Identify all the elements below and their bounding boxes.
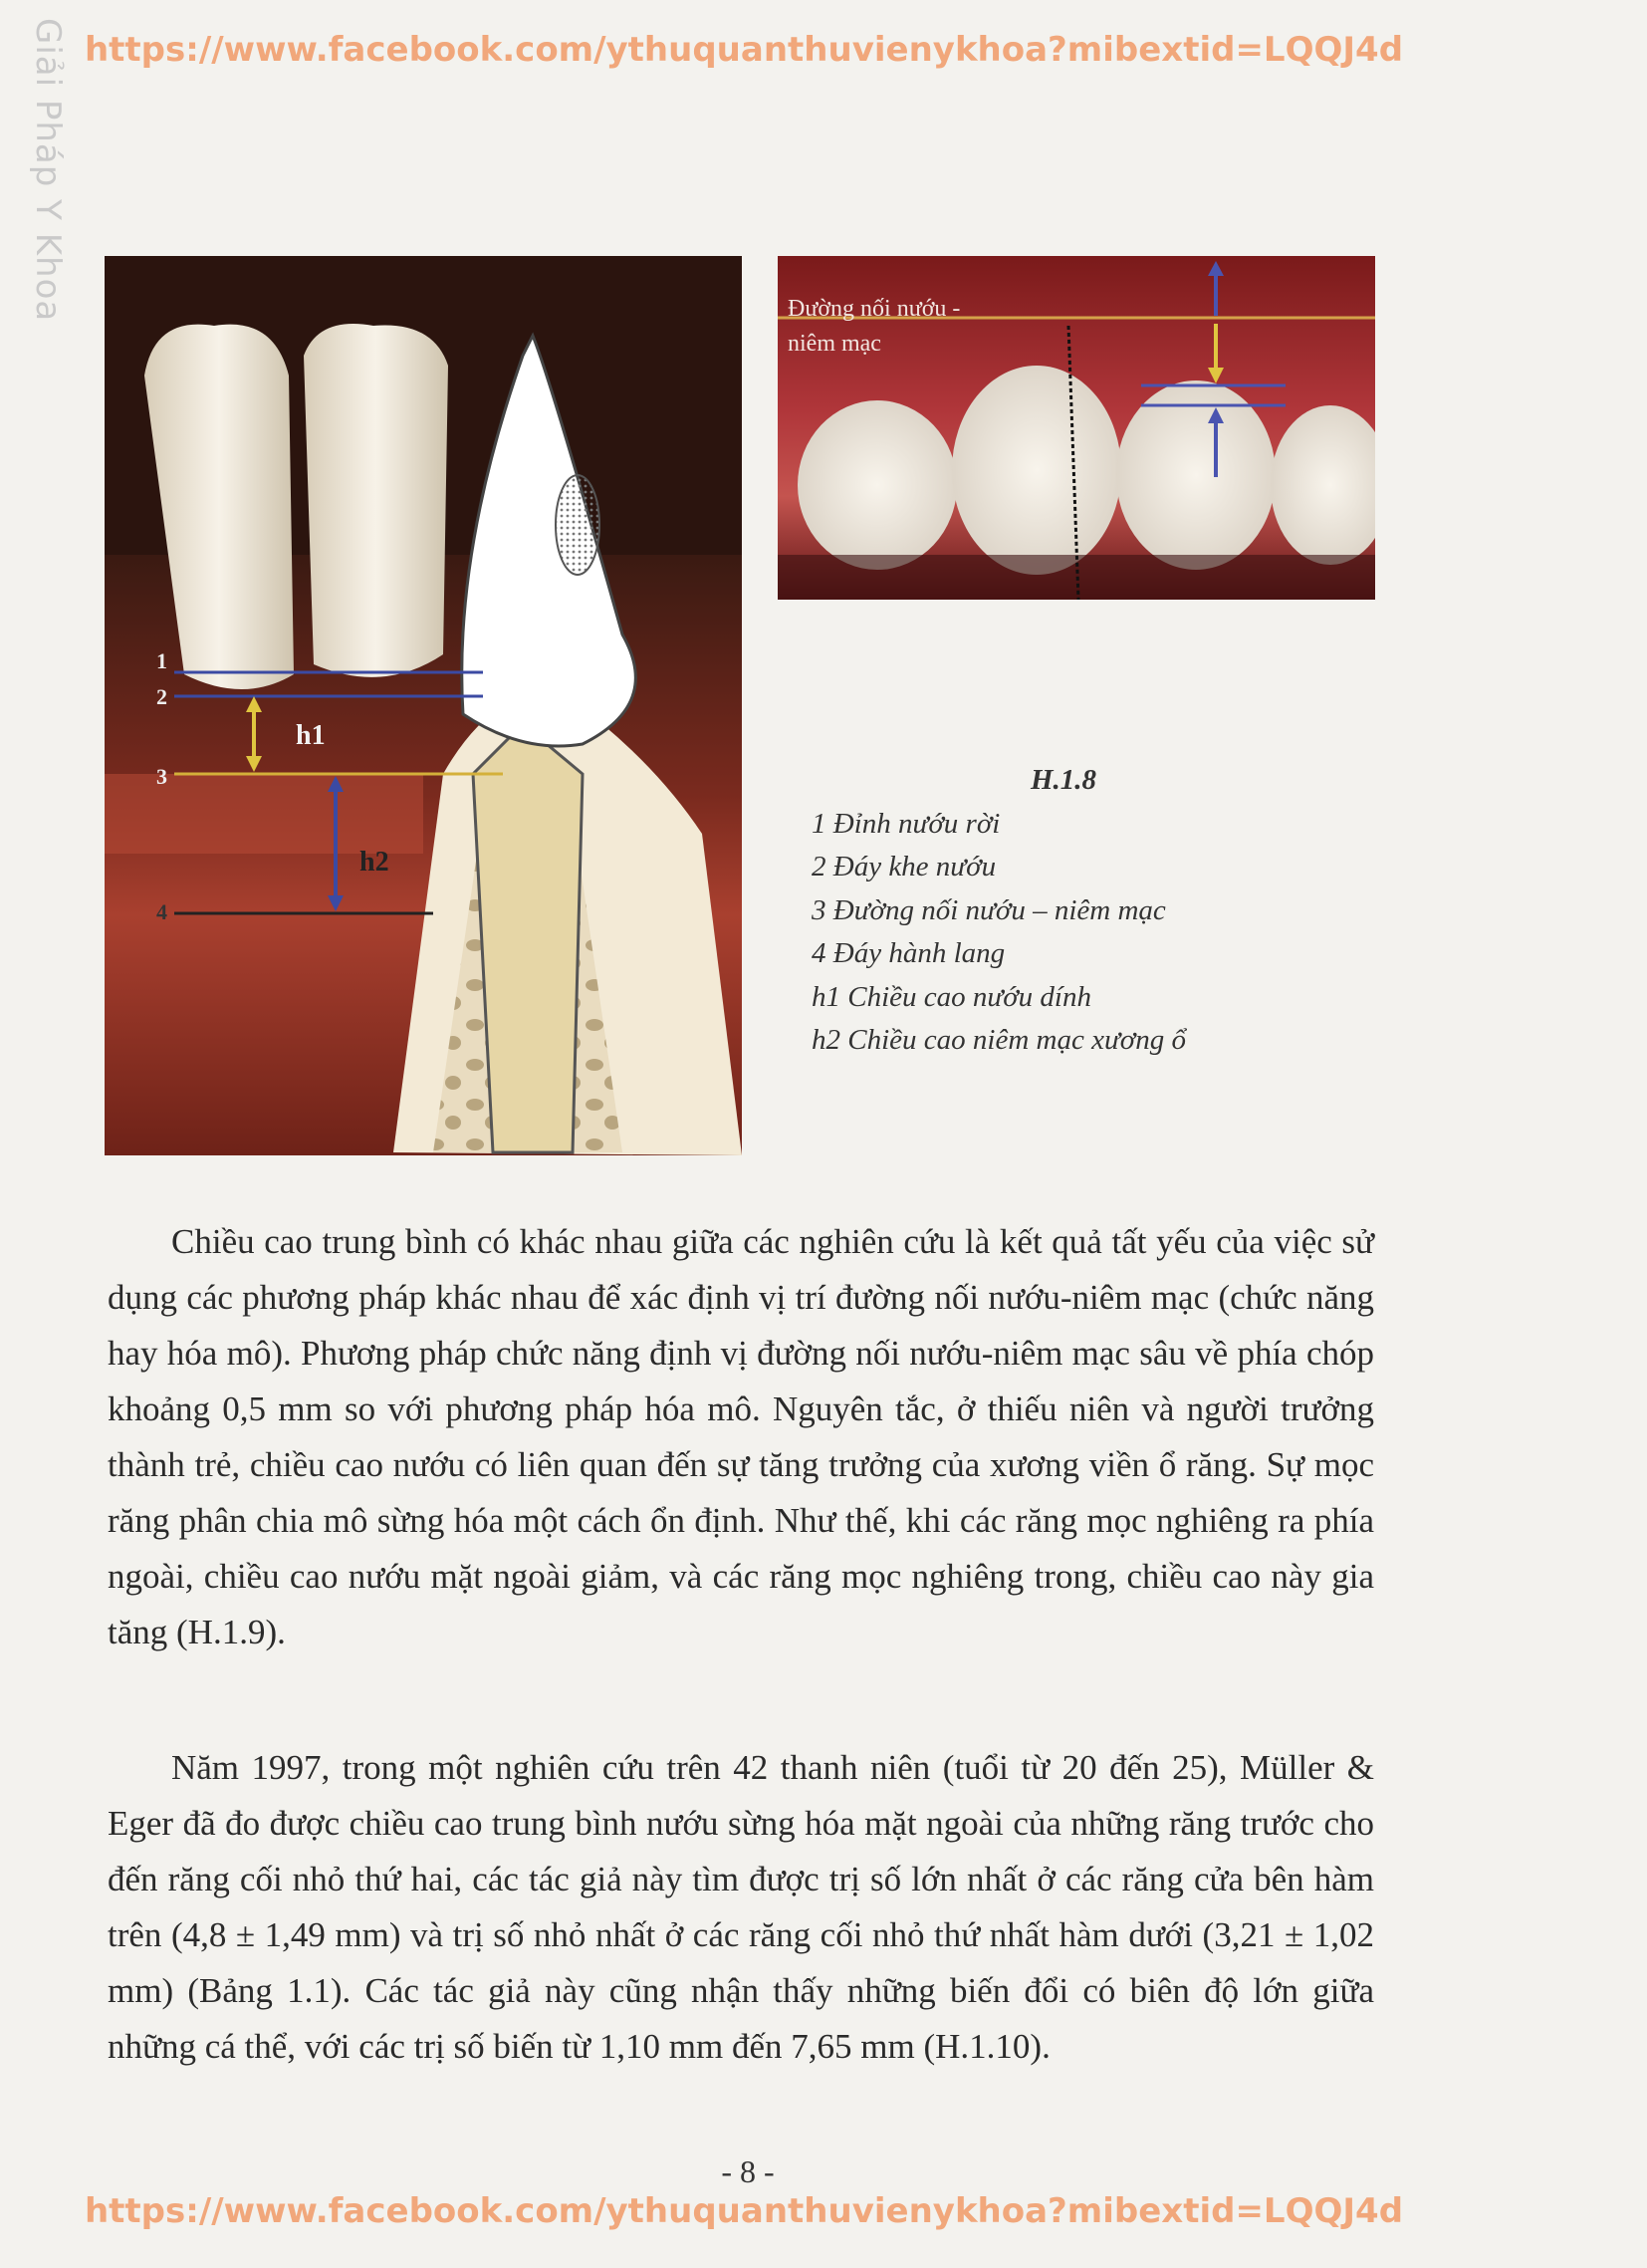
top-facebook-link[interactable]: https://www.facebook.com/ythuquanthuvienykhoa?mibextid=LQQJ4d — [84, 30, 1404, 70]
label-h2: h2 — [359, 847, 389, 878]
label-4: 4 — [156, 899, 167, 924]
clinical-photo-figure — [778, 256, 1375, 600]
photo-label-line1: Đường nối nướu - — [788, 296, 961, 322]
caption-item: 1 Đỉnh nướu rời — [812, 807, 1001, 840]
photo-label-line2: niêm mạc — [788, 331, 881, 357]
bottom-facebook-link[interactable]: https://www.facebook.com/ythuquanthuvienykhoa?mibextid=LQQJ4d — [84, 2191, 1404, 2231]
label-1: 1 — [156, 648, 167, 673]
caption-item: h2 Chiều cao niêm mạc xương ổ — [812, 1024, 1186, 1056]
label-2: 2 — [156, 684, 167, 709]
figure-caption — [812, 759, 1329, 1063]
body-paragraph-2: Năm 1997, trong một nghiên cứu trên 42 thanh niên (tuổi từ 20 đến 25), Müller & Eger đã đo được chiều cao trung bình nướu sừng hóa mặt ngoài của những răng trước cho đến răng cối nhỏ thứ hai, các tác giả này tìm được trị số lớn nhất ở các răng cửa bên hàm trên (4,8 ± 1,49 mm) và trị số nhỏ nhất ở các răng cối nhỏ thứ nhất hàm dưới (3,21 ± 1,02 mm) (Bảng 1.1). Các tác giả này cũng nhận thấy những biến đổi có biên độ lớn giữa những cá thể, với các trị số biến từ 1,10 mm đến 7,65 mm (H.1.10). — [108, 1748, 1374, 2066]
caption-item: 2 Đáy khe nướu — [812, 851, 997, 882]
gingiva-cross-section-figure — [105, 256, 742, 1155]
side-watermark: Giải Pháp Y Khoa — [28, 18, 68, 323]
caption-item: 3 Đường nối nướu – niêm mạc — [812, 893, 1166, 926]
caption-item: h1 Chiều cao nướu dính — [812, 980, 1091, 1013]
caption-title: H.1.8 — [1031, 764, 1097, 796]
label-h1: h1 — [296, 720, 326, 751]
page-number: - 8 - — [721, 2153, 775, 2189]
body-paragraph-1: Chiều cao trung bình có khác nhau giữa các nghiên cứu là kết quả tất yếu của việc sử dụng các phương pháp khác nhau để xác định vị trí đường nối nướu-niêm mạc (chức năng hay hóa mô). Phương pháp chức năng định vị đường nối nướu-niêm mạc sâu về phía chóp khoảng 0,5 mm so với phương pháp hóa mô. Nguyên tắc, ở thiếu niên và người trưởng thành trẻ, chiều cao nướu có liên quan đến sự tăng trưởng của xương viền ổ răng. Sự mọc răng phân chia mô sừng hóa một cách ổn định. Như thế, khi các răng mọc nghiêng ra phía ngoài, chiều cao nướu mặt ngoài giảm, và các răng mọc nghiêng trong, chiều cao này gia tăng (H.1.9). — [108, 1222, 1374, 1651]
caption-item: 4 Đáy hành lang — [812, 937, 1006, 969]
label-3: 3 — [156, 764, 167, 789]
